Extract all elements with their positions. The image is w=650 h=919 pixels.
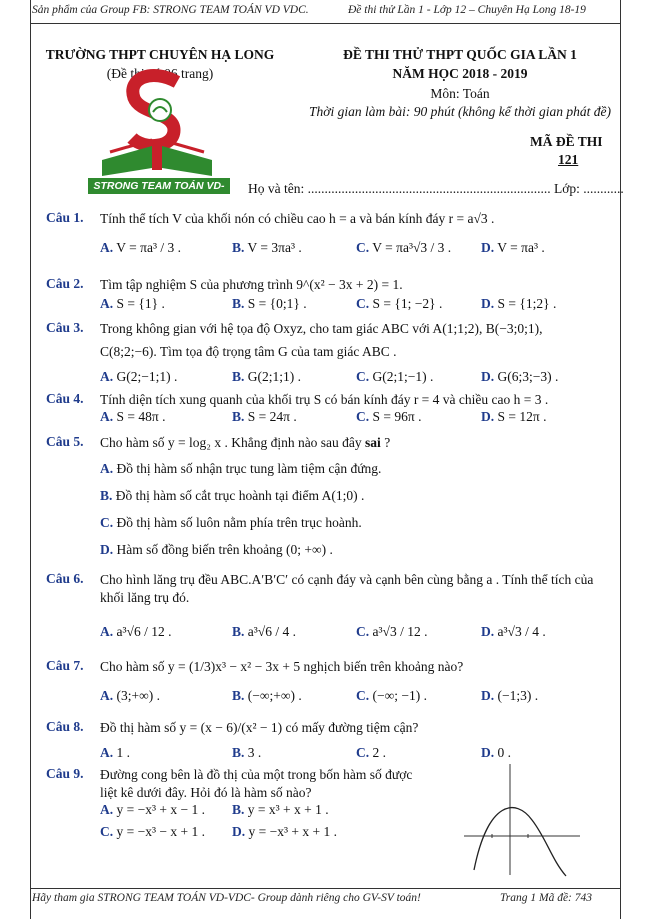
logo-graphic: [82, 68, 232, 193]
q1-option-a[interactable]: A. V = πa³ / 3 .: [100, 240, 181, 255]
right-margin-line: [620, 0, 621, 919]
q5-option-d[interactable]: D. Hàm số đồng biến trên khoảng (0; +∞) .: [100, 542, 333, 557]
q2-option-c[interactable]: C. S = {1; −2} .: [356, 296, 443, 311]
q2-number: Câu 2.: [46, 276, 84, 291]
q9-option-a[interactable]: A. y = −x³ + x − 1 .: [100, 802, 206, 817]
q9-stem-line2: liệt kê dưới đây. Hỏi đó là hàm số nào?: [100, 785, 312, 800]
header-right: Đề thi thử Lần 1 - Lớp 12 – Chuyên Hạ Long 18-19: [348, 4, 586, 16]
school-pages: (Đề thi có 06 trang): [106, 66, 214, 81]
q4-option-a[interactable]: A. S = 48π .: [100, 409, 166, 424]
exam-title: ĐỀ THI THỬ THPT QUỐC GIA LẦN 1: [343, 47, 577, 62]
q9-option-b[interactable]: B. y = x³ + x + 1 .: [232, 802, 329, 817]
q3-option-b[interactable]: B. G(2;1;1) .: [232, 369, 302, 384]
q1-option-d[interactable]: D. V = πa³ .: [481, 240, 545, 255]
exam-code: 121: [558, 152, 579, 167]
q2-option-b[interactable]: B. S = {0;1} .: [232, 296, 307, 311]
q2-option-a[interactable]: A. S = {1} .: [100, 296, 165, 311]
q4-option-b[interactable]: B. S = 24π .: [232, 409, 297, 424]
q5-option-a[interactable]: A. Đồ thị hàm số nhận trục tung làm tiệm cận đứng.: [100, 461, 382, 476]
q6-stem-line2: khối lăng trụ đó.: [100, 590, 190, 605]
q9-number: Câu 9.: [46, 766, 84, 781]
q7-option-d[interactable]: D. (−1;3) .: [481, 688, 539, 703]
q7-option-b[interactable]: B. (−∞;+∞) .: [232, 688, 302, 703]
q4-option-c[interactable]: C. S = 96π .: [356, 409, 422, 424]
header-left: Sản phẩm của Group FB: STRONG TEAM TOÁN VD VDC.: [32, 4, 309, 16]
q4-stem: Tính diện tích xung quanh của khối trụ S có bán kính đáy r = 4 và chiều cao h = 3 .: [100, 392, 549, 407]
q6-option-a[interactable]: A. a³√6 / 12 .: [100, 624, 172, 639]
student-info-line: Họ và tên: ........................................................................ Lớp: ............: [248, 181, 624, 196]
q3-stem: Trong không gian với hệ tọa độ Oxyz, cho tam giác ABC với A(1;1;2), B(−3;0;1),: [100, 321, 543, 336]
q3-option-a[interactable]: A. G(2;−1;1) .: [100, 369, 178, 384]
q6-stem: Cho hình lăng trụ đều ABC.A′B′C′ có cạnh đáy và cạnh bên cùng bằng a . Tính thể tích của: [100, 572, 594, 587]
q8-option-b[interactable]: B. 3 .: [232, 745, 262, 760]
q1-option-b[interactable]: B. V = 3πa³ .: [232, 240, 302, 255]
q7-stem: Cho hàm số y = (1/3)x³ − x² − 3x + 5 nghịch biến trên khoảng nào?: [100, 659, 464, 674]
q7-option-a[interactable]: A. (3;+∞) .: [100, 688, 160, 703]
q9-stem: Đường cong bên là đồ thị của một trong bốn hàm số được: [100, 767, 413, 782]
q8-option-c[interactable]: C. 2 .: [356, 745, 386, 760]
q4-option-d[interactable]: D. S = 12π .: [481, 409, 547, 424]
q8-option-d[interactable]: D. 0 .: [481, 745, 511, 760]
q1-option-c[interactable]: C. V = πa³√3 / 3 .: [356, 240, 452, 255]
footer-left: Hãy tham gia STRONG TEAM TOÁN VD-VDC- Group dành riêng cho GV-SV toán!: [32, 892, 421, 904]
left-margin-line: [30, 0, 31, 919]
q3-number: Câu 3.: [46, 320, 84, 335]
page-header: [30, 0, 620, 22]
q8-option-a[interactable]: A. 1 .: [100, 745, 130, 760]
exam-year: NĂM HỌC 2018 - 2019: [392, 66, 528, 81]
q3-stem-line2: C(8;2;−6). Tìm tọa độ trọng tâm G của tam giác ABC .: [100, 344, 397, 359]
q1-number: Câu 1.: [46, 210, 84, 225]
exam-time: Thời gian làm bài: 90 phút (không kể thời gian phát đề): [308, 104, 611, 119]
q9-graph: [462, 760, 582, 878]
logo-text: STRONG TEAM TOÁN VD-VDC: [88, 178, 230, 194]
q9-option-c[interactable]: C. y = −x³ − x + 1 .: [100, 824, 206, 839]
q6-option-d[interactable]: D. a³√3 / 4 .: [481, 624, 546, 639]
q2-stem: Tìm tập nghiệm S của phương trình 9^(x² − 3x + 2) = 1.: [100, 277, 403, 292]
q5-option-c[interactable]: C. Đồ thị hàm số luôn nằm phía trên trục hoành.: [100, 515, 362, 530]
q4-number: Câu 4.: [46, 391, 84, 406]
q3-option-d[interactable]: D. G(6;3;−3) .: [481, 369, 559, 384]
q7-number: Câu 7.: [46, 658, 84, 673]
cubic-curve-graph: [462, 760, 582, 878]
q3-option-c[interactable]: C. G(2;1;−1) .: [356, 369, 434, 384]
q1-stem: Tính thể tích V của khối nón có chiều cao h = a và bán kính đáy r = a√3 .: [100, 211, 495, 226]
exam-subject: Môn: Toán: [430, 86, 490, 101]
q5-number: Câu 5.: [46, 434, 84, 449]
q8-number: Câu 8.: [46, 719, 84, 734]
footer-rule: [30, 888, 620, 889]
q6-option-b[interactable]: B. a³√6 / 4 .: [232, 624, 296, 639]
q6-option-c[interactable]: C. a³√3 / 12 .: [356, 624, 428, 639]
footer-right: Trang 1 Mã đề: 743: [500, 892, 592, 904]
header-rule: [30, 23, 620, 24]
q6-number: Câu 6.: [46, 571, 84, 586]
school-name: TRƯỜNG THPT CHUYÊN HẠ LONG: [45, 47, 275, 62]
q9-option-d[interactable]: D. y = −x³ + x + 1 .: [232, 824, 338, 839]
q8-stem: Đồ thị hàm số y = (x − 6)/(x² − 1) có mấy đường tiệm cận?: [100, 720, 419, 735]
curve: [474, 808, 566, 876]
exam-code-label: MÃ ĐỀ THI: [530, 134, 603, 149]
q2-option-d[interactable]: D. S = {1;2} .: [481, 296, 557, 311]
q5-stem: Cho hàm số y = log₂ x . Khẳng định nào sau đây sai ?: [100, 435, 391, 450]
q7-option-c[interactable]: C. (−∞; −1) .: [356, 688, 427, 703]
logo: [82, 68, 232, 193]
q5-option-b[interactable]: B. Đồ thị hàm số cắt trục hoành tại điểm A(1;0) .: [100, 488, 365, 503]
